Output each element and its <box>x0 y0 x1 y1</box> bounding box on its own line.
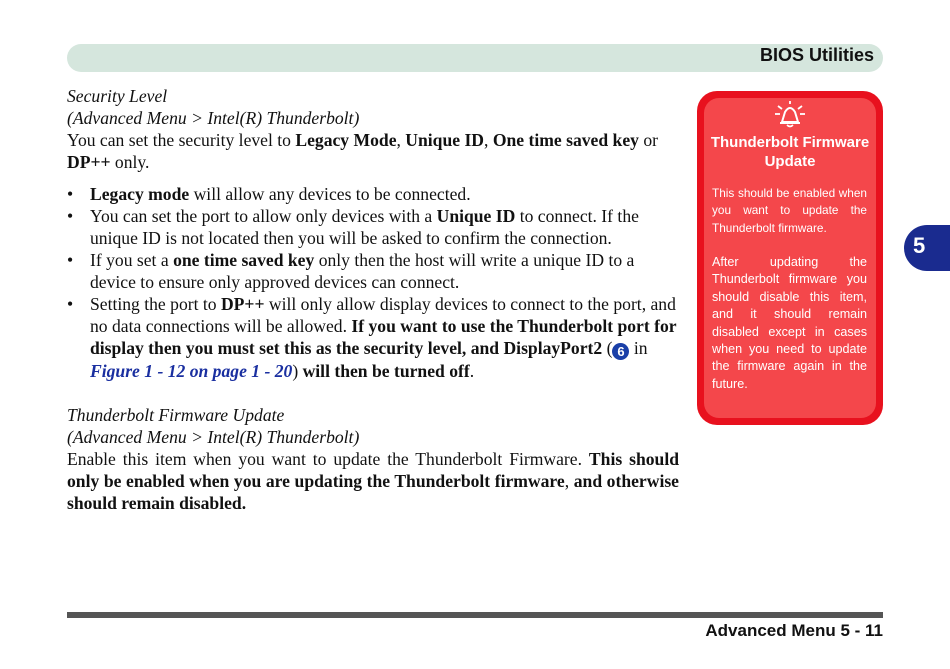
figure-reference-link[interactable]: Figure 1 - 12 on page 1 - 20 <box>90 361 293 381</box>
list-item <box>67 205 679 249</box>
security-options-list <box>67 183 679 382</box>
footer-divider <box>67 612 883 618</box>
intro-text: You can set the security level to <box>67 130 296 150</box>
bullet-bold: one time saved key <box>173 250 315 270</box>
bullet-text: to connect. If the unique ID is not located then you will be asked to confirm the connection. <box>90 206 639 248</box>
security-level-path: (Advanced Menu > Intel(R) Thunderbolt) <box>67 108 360 128</box>
bullet-bold: will then be turned off <box>298 361 470 381</box>
firmware-path: (Advanced Menu > Intel(R) Thunderbolt) <box>67 427 360 447</box>
separator: , <box>396 130 406 150</box>
bullet-text: If you set a <box>90 250 174 270</box>
firmware-heading: Thunderbolt Firmware Update <box>67 405 285 425</box>
separator: , <box>564 471 570 491</box>
bullet-bold: DP++ <box>220 294 265 314</box>
page-footer: Advanced Menu 5 - 11 <box>705 621 883 640</box>
list-item <box>67 183 679 205</box>
option-legacy-mode: Legacy Mode <box>295 130 397 150</box>
separator: or <box>638 130 658 150</box>
bullet-text: only then the host will write a unique ID to a device to ensure only approved devices can connect. <box>90 250 635 292</box>
chapter-tab <box>904 225 950 271</box>
bullet-text: in <box>629 338 648 358</box>
figure-callout-badge: 6 <box>612 343 629 360</box>
bullet-text: You can set the port to allow only devices with a <box>90 206 437 226</box>
security-level-heading: Security Level <box>67 86 168 106</box>
firmware-bold: and otherwise should remain disabled. <box>67 471 679 513</box>
intro-end: only. <box>110 152 150 172</box>
separator: , <box>484 130 493 150</box>
bullet-bold: Legacy mode <box>90 184 190 204</box>
option-unique-id: Unique ID <box>405 130 485 150</box>
bullet-end: . <box>469 361 475 381</box>
firmware-bold: This should only be enabled when you are updating the Thunderbolt firmware <box>67 449 679 491</box>
chapter-tab-label: 5 <box>913 233 926 258</box>
firmware-description <box>67 448 679 514</box>
paren-open: ( <box>602 338 613 358</box>
side-note-title: Thunderbolt Firmware Update <box>710 134 870 170</box>
list-item <box>67 249 679 293</box>
bullet-text: Setting the port to <box>90 294 221 314</box>
paren-close: ) <box>292 361 299 381</box>
side-note-paragraph-2: After updating the Thunderbolt firmware you should disable this item, and it should remain disabled except in cases when you need to update the firmware again in the future. <box>712 255 867 391</box>
option-one-time-key: One time saved key <box>492 130 639 150</box>
firmware-section <box>67 404 679 514</box>
warning-bell-icon <box>772 100 808 128</box>
bullet-text: will allow any devices to be connected. <box>189 184 471 204</box>
security-level-intro <box>67 129 679 173</box>
bullet-text: will only allow display devices to connect to the port, and no data connections will be allowed. <box>90 294 676 336</box>
firmware-text: Enable this item when you want to update the Thunderbolt Firmware. <box>67 449 589 469</box>
bullet-bold: Unique ID <box>436 206 516 226</box>
main-content <box>67 85 679 514</box>
option-dp: DP++ <box>67 152 111 172</box>
side-note-paragraph-1: This should be enabled when you want to update the Thunderbolt firmware. <box>712 186 867 235</box>
list-item <box>67 293 679 382</box>
bullet-bold: If you want to use the Thunderbolt port for display then you must set this as the security level, and DisplayPort2 <box>90 316 677 358</box>
page-header-title: BIOS Utilities <box>759 45 874 65</box>
